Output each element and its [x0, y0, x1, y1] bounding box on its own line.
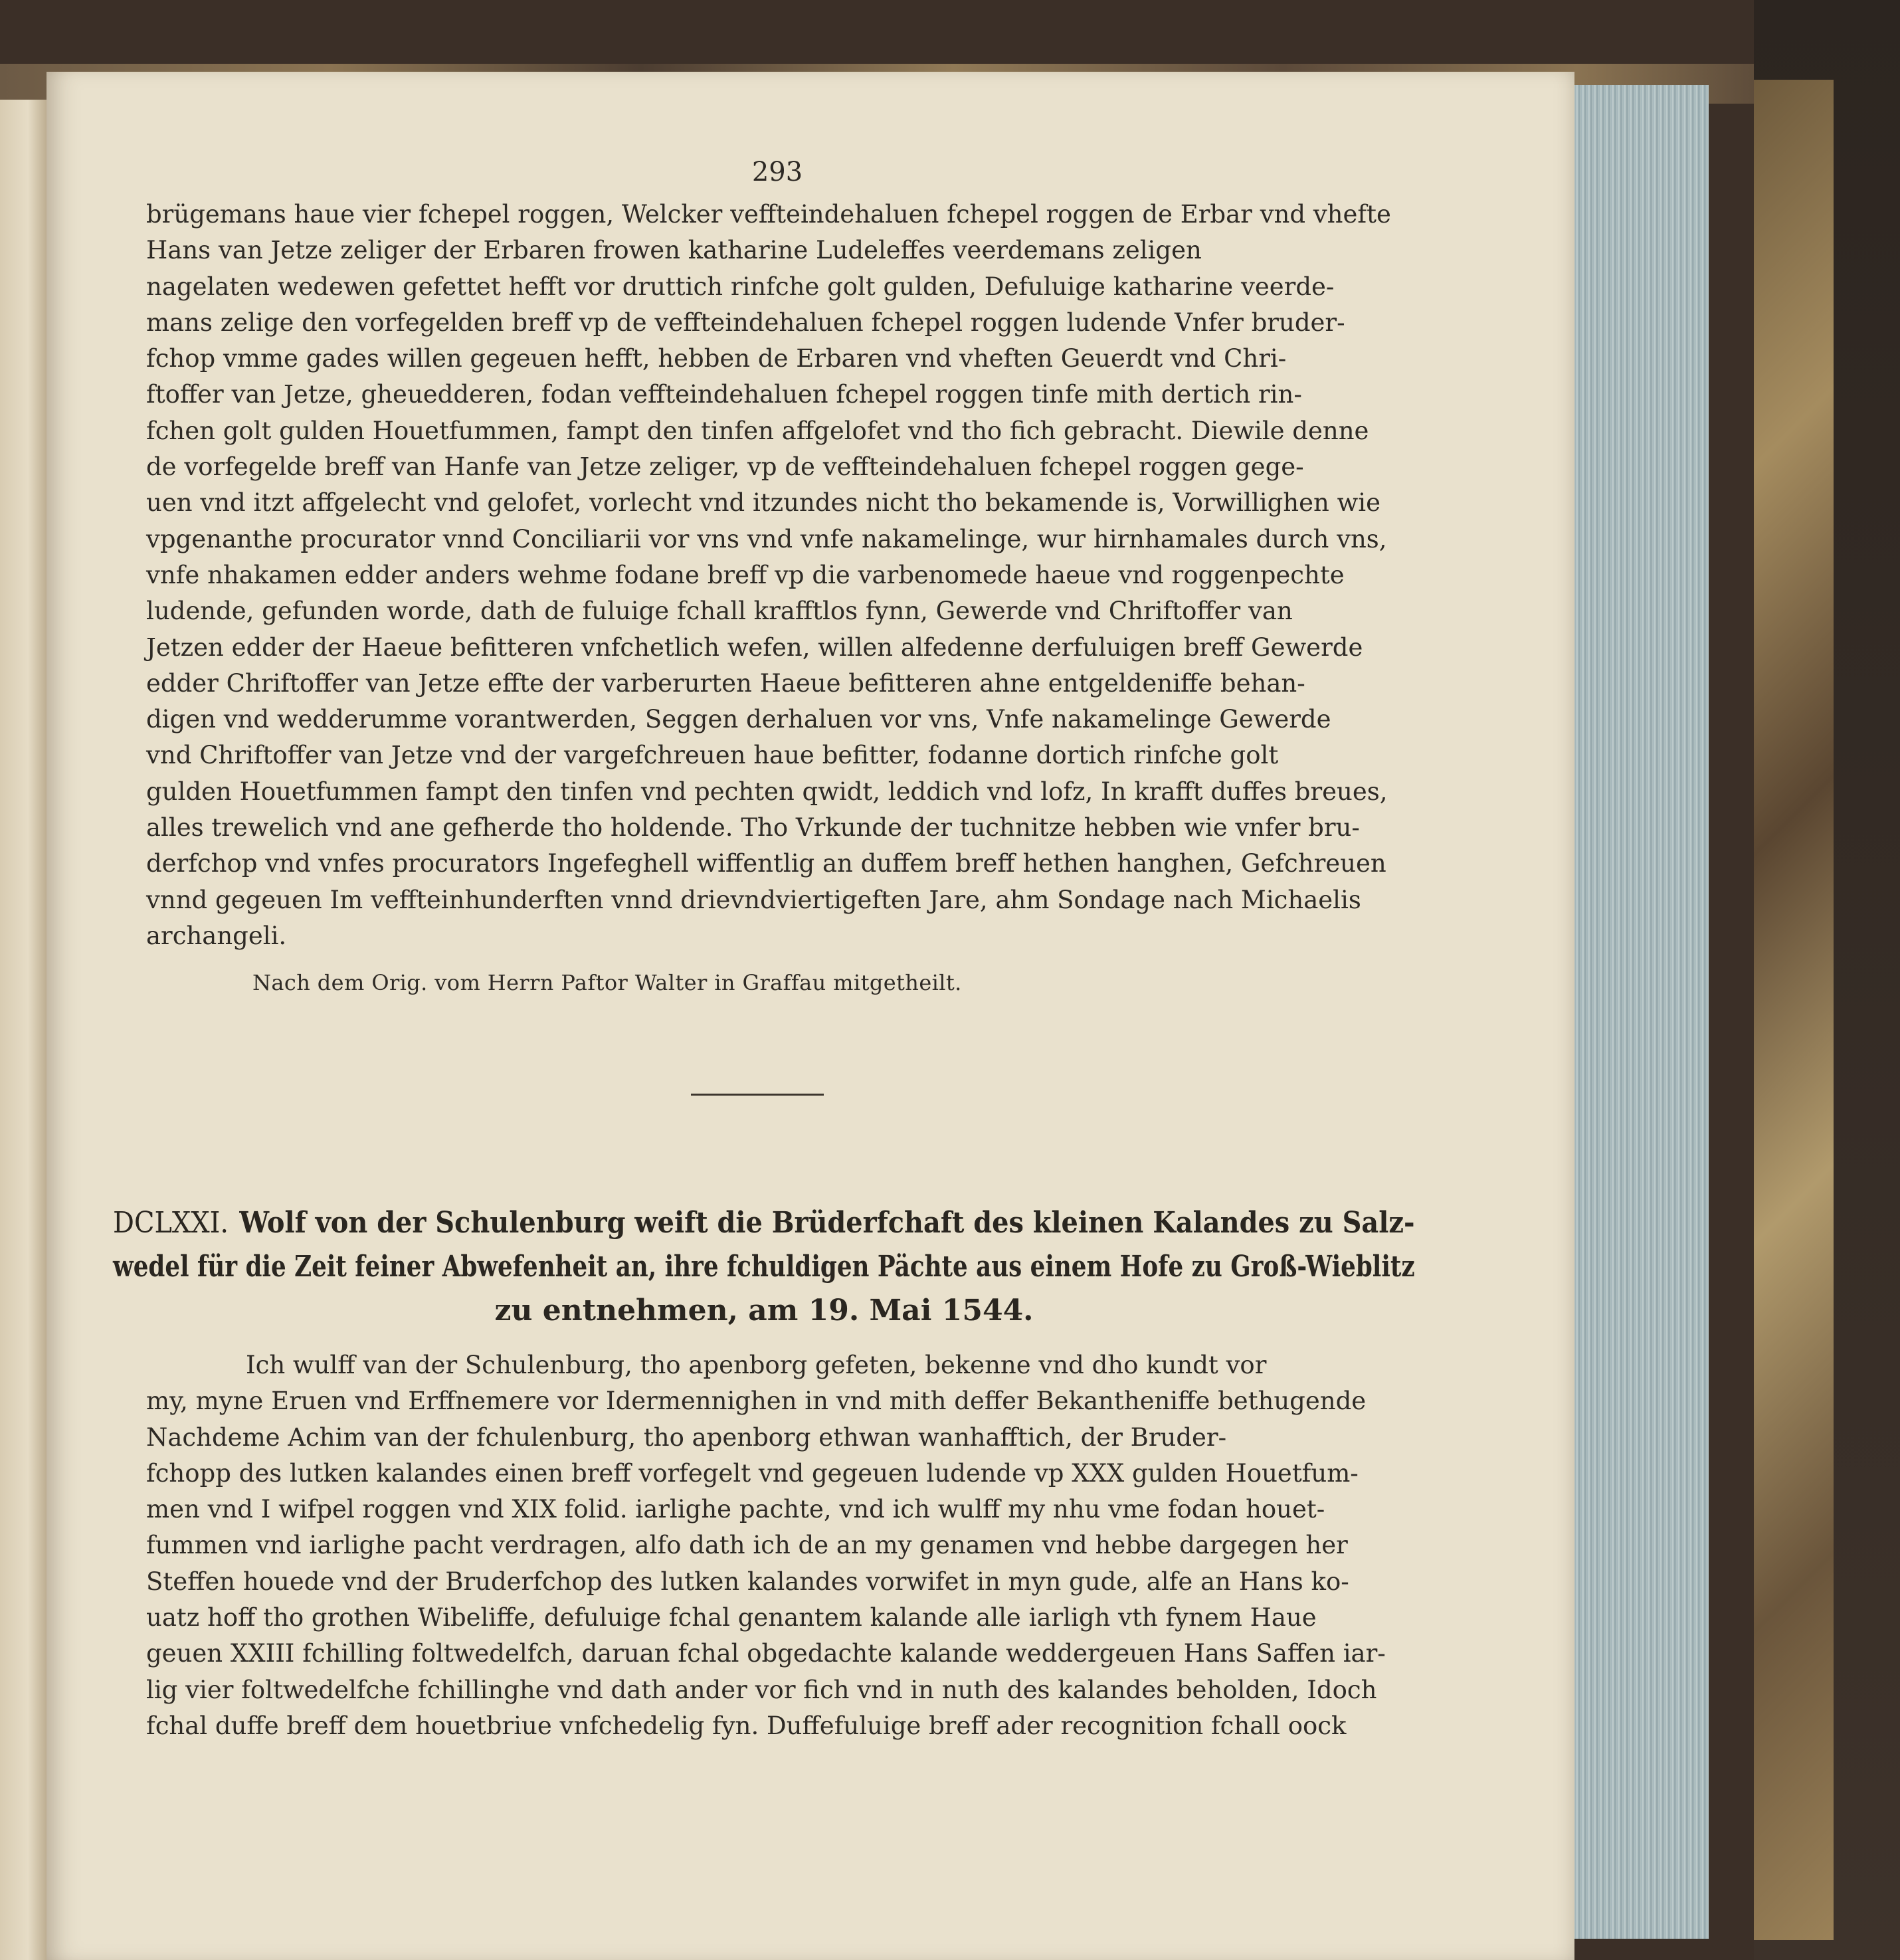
text-line: fchen golt gulden Houetfummen, fampt den tinfen affgelofet vnd tho fich gebracht. Diewile denne	[146, 416, 1369, 445]
text-line: digen vnd wedderumme vorantwerden, Seggen derhaluen vor vns, Vnfe nakamelinge Gewerde	[146, 705, 1331, 734]
text-line: alles trewelich vnd ane gefherde tho holdende. Tho Vrkunde der tuchnitze hebben wie vnfer bru-	[146, 813, 1360, 842]
left-page-edge	[0, 100, 47, 1960]
text-line: fchopp des lutken kalandes einen breff vorfegelt vnd gegeuen ludende vp XXX gulden Houetfum-	[146, 1458, 1359, 1488]
text-line: Ich wulff van der Schulenburg, tho apenborg gefeten, bekenne vnd dho kundt vor	[246, 1351, 1267, 1379]
text-line: Hans van Jetze zeliger der Erbaren frowen katharine Ludeleffes veerdemans zeligen	[146, 236, 1202, 265]
page-number: 293	[751, 157, 803, 187]
text-line: uatz hoff tho grothen Wibeliffe, defuluige fchal genantem kalande alle iarligh vth fynem Haue	[146, 1603, 1317, 1632]
text-line: geuen XXIII fchilling foltwedelfch, daruan fchal obgedachte kalande weddergeuen Hans Saffen iar-	[146, 1639, 1386, 1668]
text-line: vnd Chriftoffer van Jetze vnd der vargefchreuen haue befitter, fodanne dortich rinfche golt	[146, 741, 1279, 770]
text-line: de vorfegelde breff van Hanfe van Jetze zeliger, vp de veffteindehaluen fchepel roggen gege-	[146, 452, 1304, 482]
source-attribution: Nach dem Orig. vom Herrn Paftor Walter in Graffau mitgetheilt.	[252, 970, 962, 995]
document-numeral: DCLXXI.	[113, 1206, 229, 1240]
text-line: my, myne Eruen vnd Erffnemere vor Idermennighen in vnd mith deffer Bekantheniffe bethugende	[146, 1387, 1367, 1416]
book-page	[47, 72, 1574, 1960]
text-line: archangeli.	[146, 921, 287, 950]
text-line: nagelaten wedewen gefettet hefft vor druttich rinfche golt gulden, Defuluige katharine veerde-	[146, 272, 1335, 301]
text-line: brügemans haue vier fchepel roggen, Welcker veffteindehaluen fchepel roggen de Erbar vnd vhefte	[146, 200, 1391, 229]
heading-line: zu entnehmen, am 19. Mai 1544.	[494, 1294, 1034, 1327]
marbled-cover	[1754, 80, 1834, 1940]
text-line: mans zelige den vorfegelden breff vp de veffteindehaluen fchepel roggen ludende Vnfer bruder-	[146, 308, 1345, 337]
bottom-paragraph	[146, 1347, 1402, 1744]
heading-text: Wolf von der Schulenburg weift die Brüderfchaft des kleinen Kalandes zu Salz-	[239, 1206, 1415, 1240]
text-line: derfchop vnd vnfes procurators Ingefeghell wiffentlig an duffem breff hethen hanghen, Gefchreuen	[146, 849, 1386, 878]
text-line: fchal duffe breff dem houetbriue vnfchedelig fyn. Duffefuluige breff ader recognition fchall oock	[146, 1711, 1347, 1740]
text-line: Steffen houede vnd der Bruderfchop des lutken kalandes vorwifet in myn gude, alfe an Hans ko-	[146, 1567, 1349, 1596]
section-separator	[691, 1094, 824, 1096]
text-line: men vnd I wifpel roggen vnd XIX folid. iarlighe pachte, vnd ich wulff my nhu vme fodan houet-	[146, 1495, 1325, 1524]
top-paragraph	[146, 197, 1402, 954]
page-edges	[1568, 85, 1709, 1939]
document-heading	[113, 1201, 1415, 1333]
text-line: ludende, gefunden worde, dath de fuluige fchall krafftlos fynn, Gewerde vnd Chriftoffer van	[146, 597, 1293, 626]
text-line: Jetzen edder der Haeue befitteren vnfchetlich wefen, willen alfedenne derfuluigen breff Gewerde	[146, 633, 1363, 662]
text-line: vnnd gegeuen Im veffteinhunderften vnnd drievndviertigeften Jare, ahm Sondage nach Michaelis	[146, 885, 1361, 914]
text-line: lig vier foltwedelfche fchillinghe vnd dath ander vor fich vnd in nuth des kalandes beholden, Idoch	[146, 1675, 1377, 1704]
text-line: fummen vnd iarlighe pacht verdragen, alfo dath ich de an my genamen vnd hebbe dargegen her	[146, 1531, 1348, 1560]
heading-line: wedel für die Zeit feiner Abwefenheit an, ihre fchuldigen Pächte aus einem Hofe zu Groß-Wieblitz	[113, 1250, 1415, 1284]
text-line: uen vnd itzt affgelecht vnd gelofet, vorlecht vnd itzundes nicht tho bekamende is, Vorwillighen wie	[146, 488, 1380, 518]
text-line: vpgenanthe procurator vnnd Conciliarii vor vns vnd vnfe nakamelinge, wur hirnhamales durch vns,	[146, 524, 1387, 553]
text-line: ftoffer van Jetze, gheuedderen, fodan veffteindehaluen fchepel roggen tinfe mith dertich rin-	[146, 380, 1302, 409]
heading-line	[113, 1201, 1415, 1245]
text-line: gulden Houetfummen fampt den tinfen vnd pechten qwidt, leddich vnd lofz, In krafft duffes breues,	[146, 777, 1388, 806]
text-line: vnfe nhakamen edder anders wehme fodane breff vp die varbenomede haeue vnd roggenpechte	[146, 560, 1345, 589]
text-line: fchop vmme gades willen gegeuen hefft, hebben de Erbaren vnd vheften Geuerdt vnd Chri-	[146, 344, 1287, 373]
text-line: Nachdeme Achim van der fchulenburg, tho apenborg ethwan wanhafftich, der Bruder-	[146, 1422, 1227, 1452]
text-line: edder Chriftoffer van Jetze effte der varberurten Haeue befitteren ahne entgeldeniffe behan-	[146, 668, 1305, 698]
